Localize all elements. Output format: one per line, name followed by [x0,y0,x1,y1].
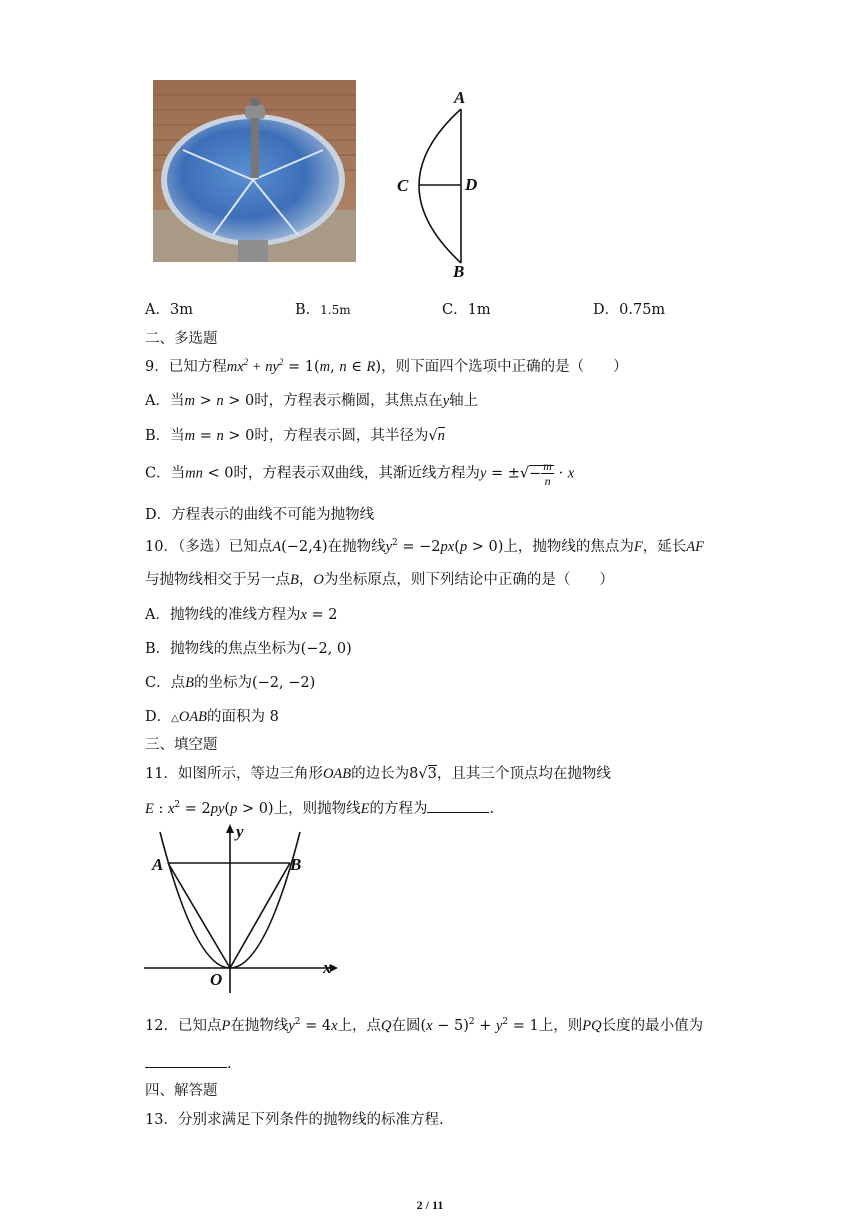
section-answer: 四、解答题 [145,1083,218,1099]
y-axis-arrow [226,824,234,833]
q13-stem: 13．分别求满足下列条件的抛物线的标准方程. [145,1112,444,1128]
label-a: A [454,88,466,107]
option-d: D．0.75m [593,302,666,318]
option-c: C．1m [442,302,491,318]
q10-stem-line1: 10．（多选）已知点A(−2,4)在抛物线$y^2 = -2px(p > 0)$上，抛物线的焦点为F，延长AF [145,538,704,555]
q9-option-c: C．当mn < 0时，方程表示双曲线，其渐近线方程为y = ±√− $\frac{m}{n}$ · x [145,459,575,488]
fig-label-y: y [236,822,244,841]
q10-stem-line2: 与抛物线相交于另一点B，O为坐标原点，则下列结论中正确的是（ ） [145,572,614,588]
q10-option-a: A．抛物线的准线方程为x = 2 [145,607,338,623]
fig-label-o: O [210,970,223,989]
q11-stem-line2: E : $x^2 = 2py(p > 0)$上，则抛物线E的方程为 . [145,797,494,818]
q9-stem: 9．已知方程$mx^2 + ny^2 = 1(m$, n ∈ R)，则下面四个选项中正确的是（ ） [145,357,628,375]
label-d: D [465,175,478,194]
q10-option-d: D．△OAB的面积为 8 [145,709,279,725]
q12-answer-line: . [145,1053,232,1072]
option-a: A．3m [145,302,193,318]
q10-option-b: B．抛物线的焦点坐标为(−2, 0) [145,641,352,657]
section-fill-blank: 三、填空题 [145,737,218,753]
fig-label-a: A [152,855,164,874]
segment-ob [230,863,290,968]
q11-answer-blank[interactable] [427,798,489,813]
q12-answer-blank[interactable] [145,1053,227,1068]
page-number: 2 / 11 [416,1198,444,1212]
label-c: C [397,176,409,195]
q11-stem-line1: 11．如图所示，等边三角形OAB的边长为8√3，且其三个顶点均在抛物线 [145,766,611,782]
q10-option-c: C．点B的坐标为(−2, −2) [145,675,316,691]
q9-option-b: B．当m = n > 0时，方程表示圆，其半径为√n [145,428,445,444]
option-b: B．1.5m [295,302,351,318]
q9-option-d: D．方程表示的曲线不可能为抛物线 [145,507,375,523]
section-multi-choice: 二、多选题 [145,331,218,347]
fig-label-b: B [290,855,302,874]
segment-oa [168,863,230,968]
parabola-figure [140,818,350,998]
q12-stem: 12．已知点P在抛物线$y^2 = 4x$上，点Q在圆$(x - 5)^2 + y^2 = 1$上，则PQ长度的最小值为 [145,1017,704,1034]
q9-option-a: A．当m > n > 0时，方程表示椭圆，其焦点在y轴上 [145,393,479,409]
fig-label-x: x [323,958,332,977]
arc-curve [419,109,461,263]
label-b: B [453,262,465,281]
solar-cooker-photo [153,80,356,262]
